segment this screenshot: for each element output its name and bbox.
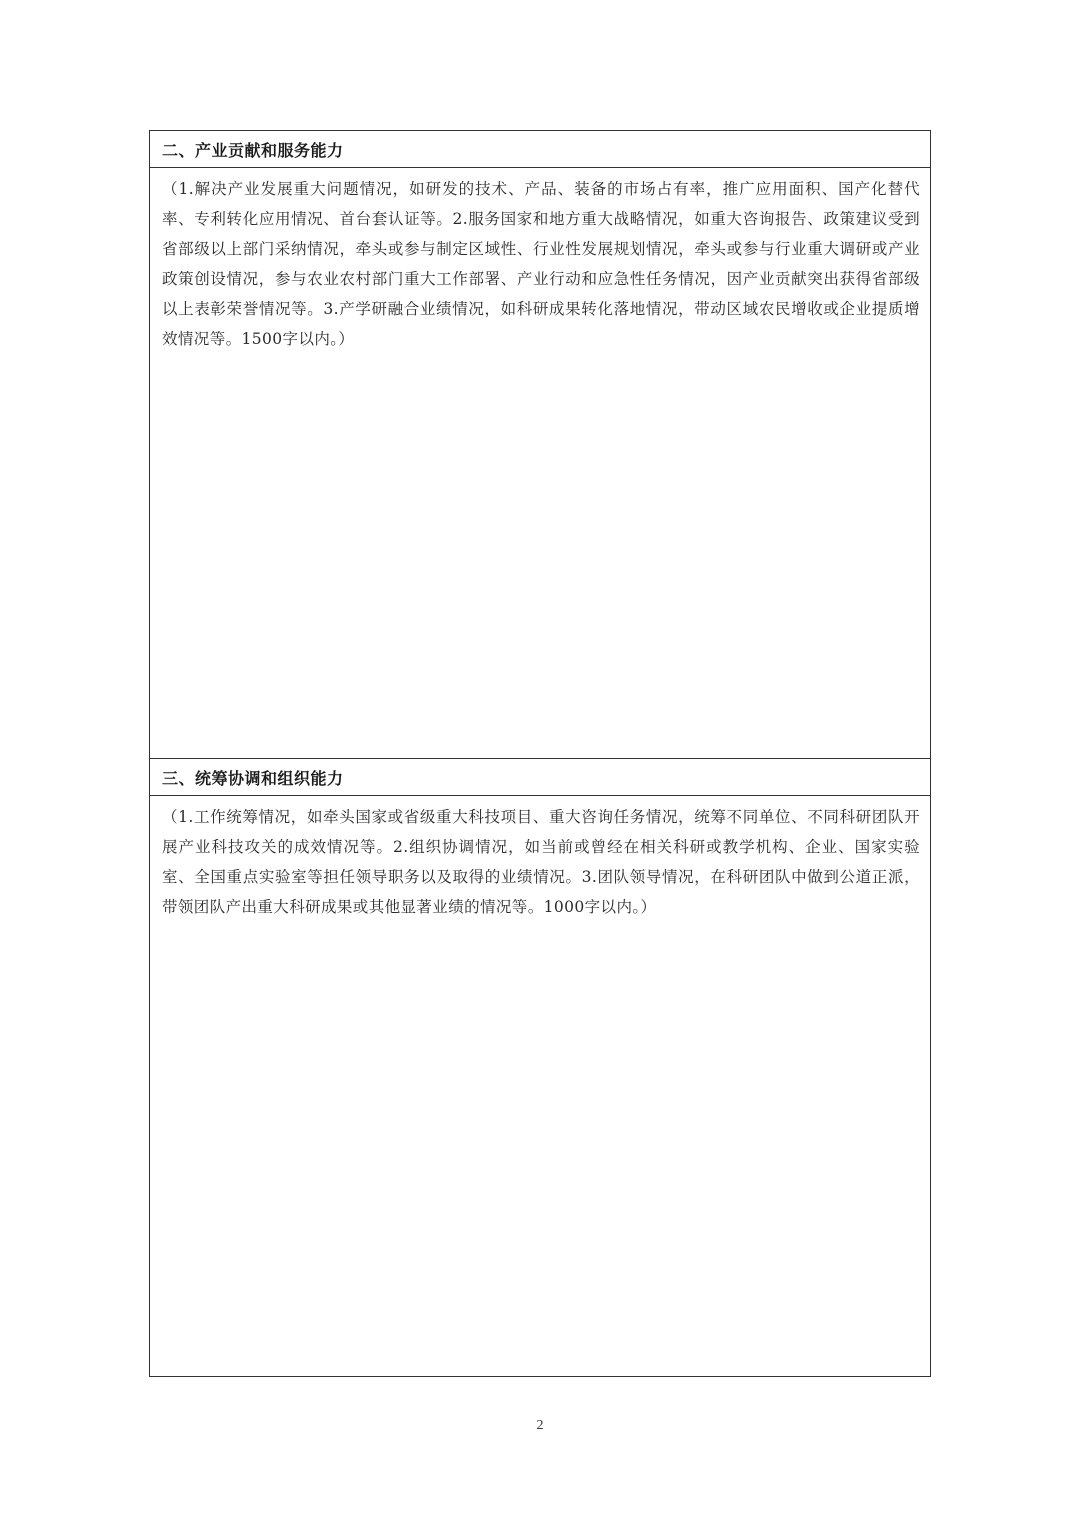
form-table bbox=[149, 130, 931, 1377]
page-number: 2 bbox=[536, 1418, 544, 1433]
section-instructions: （1.工作统筹情况，如牵头国家或省级重大科技项目、重大咨询任务情况，统筹不同单位、不同科研团队开展产业科技攻关的成效情况等。2.组织协调情况，如当前或曾经在相关科研或教学机构、企业、国家实验室、全国重点实验室等担任领导职务以及取得的业绩情况。3.团队领导情况，在科研团队中做到公道正派，带领团队产出重大科研成果或其他显著业绩的情况等。1000字以内。） bbox=[162, 808, 920, 916]
section-instructions: （1.解决产业发展重大问题情况，如研发的技术、产品、装备的市场占有率，推广应用面积、国产化替代率、专利转化应用情况、首台套认证等。2.服务国家和地方重大战略情况，如重大咨询报告、政策建议受到省部级以上部门采纳情况，牵头或参与制定区域性、行业性发展规划情况，牵头或参与行业重大调研或产业政策创设情况，参与农业农村部门重大工作部署、产业行动和应急性任务情况，因产业贡献突出获得省部级以上表彰荣誉情况等。3.产学研融合业绩情况，如科研成果转化落地情况，带动区域农民增收或企业提质增效情况等。1500字以内。） bbox=[162, 180, 920, 348]
section-industry-contribution bbox=[150, 131, 930, 759]
section-heading: 三、统筹协调和组织能力 bbox=[150, 759, 930, 796]
section-coordination-organization bbox=[150, 759, 930, 1376]
section-body-field[interactable] bbox=[150, 796, 930, 1376]
section-heading: 二、产业贡献和服务能力 bbox=[150, 131, 930, 168]
section-body-field[interactable] bbox=[150, 168, 930, 758]
